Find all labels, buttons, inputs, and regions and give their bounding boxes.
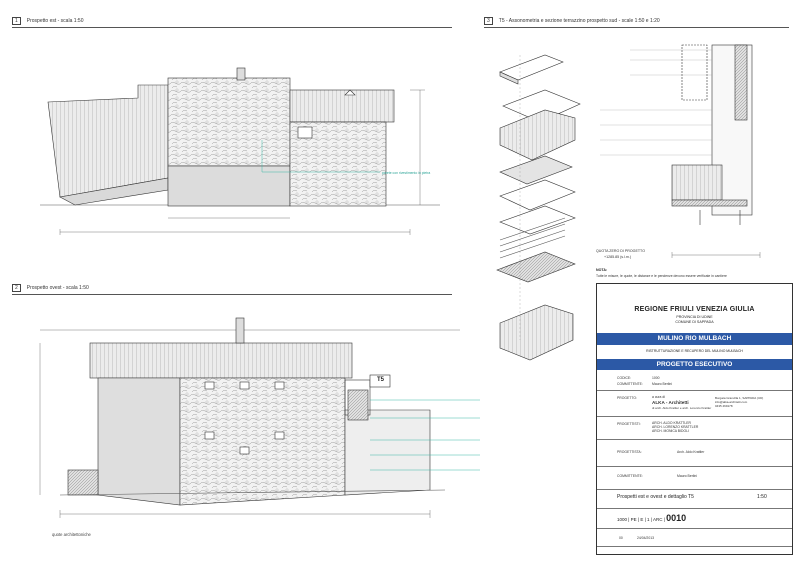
nota-heading: NOTA: <box>596 268 608 272</box>
east-elevation <box>40 68 440 235</box>
quota-value: +1285.85 (s.l.m.) <box>604 255 632 259</box>
divider <box>597 528 792 529</box>
studio-address: Borgata Granvilla 1, SAPPADA (UD) <box>715 396 764 400</box>
east-note: parete con rivestimento in pietra <box>382 171 431 175</box>
t5-section-detail <box>600 45 760 258</box>
section-title: T5 - Assonometria e sezione terrazzino prospetto sud - scale 1:50 e 1:20 <box>498 18 660 24</box>
code-number: 0010 <box>666 513 687 523</box>
divider <box>597 416 792 417</box>
studio-email: info@alka-architetti.com <box>715 400 748 404</box>
quota-label: QUOTA ZERO DI PROGETTO <box>596 249 645 253</box>
progettista-value: Arch. Aldo Krattler <box>677 450 705 454</box>
comune-name: COMUNE DI SAPPADA <box>675 320 714 324</box>
progettista-1: ARCH. ALDO KRATTLER <box>652 421 691 425</box>
divider <box>597 390 792 391</box>
studio-phone: 0435 469178 <box>715 404 733 408</box>
revision-value: 00 <box>619 536 623 540</box>
divider <box>597 546 792 547</box>
section-title: Prospetto est - scala 1:50 <box>26 18 84 24</box>
code-prefix: 1000 | PE | E | 1 | ARC | <box>617 517 665 522</box>
drawing-scale: 1:50 <box>757 494 767 500</box>
studio-a-cura: a cura di <box>652 395 666 399</box>
committente2-label: COMMITTENTE: <box>617 474 643 478</box>
footnote: quote architettoniche <box>52 532 91 537</box>
studio-architects: di arch. Aldo Krattler e arch. Lorenzo Krattler <box>652 406 712 410</box>
project-name-band: MULINO RIO MULBACH <box>597 333 792 345</box>
region-name: REGIONE FRIULI VENEZIA GIULIA <box>634 306 755 313</box>
progettista-3: ARCH. MONICA BIDOLI <box>652 429 689 433</box>
t5-axonometric <box>497 55 580 360</box>
committente-label: COMMITTENTE: <box>617 382 643 386</box>
codice-label: CODICE: <box>617 376 632 380</box>
section-title: Prospetto ovest - scala 1:50 <box>26 285 89 291</box>
divider <box>597 508 792 509</box>
phase-band: PROGETTO ESECUTIVO <box>597 359 792 370</box>
drawing-code <box>617 513 686 523</box>
progetto-label: PROGETTO: <box>617 396 637 400</box>
nota-text: Tutte le misure, le quote, le distanze e le pendenze devono essere verificate in cantiere <box>596 274 727 278</box>
section-number: 1 <box>12 17 21 25</box>
section-number: 3 <box>484 17 493 25</box>
west-elevation <box>40 318 480 518</box>
title-block <box>596 283 793 555</box>
province-name: PROVINCIA DI UDINE <box>676 315 713 319</box>
committente2-value: Mauro Berlini <box>677 474 697 478</box>
divider <box>597 489 792 490</box>
progettisti-label: PROGETTISTI: <box>617 422 641 426</box>
progettista-2: ARCH. LORENZO KRATTLER <box>652 425 699 429</box>
date-value: 24/04/2013 <box>637 536 654 540</box>
progettista-label: PROGETTISTA: <box>617 450 642 454</box>
divider <box>597 466 792 467</box>
drawing-title: Prospetti est e ovest e dettaglio T5 <box>617 494 694 500</box>
codice-value: 1000 <box>652 376 660 380</box>
section-number: 2 <box>12 284 21 292</box>
project-subtitle: RISTRUTTURAZIONE E RECUPERO DEL MULINO MULBACH <box>646 349 743 353</box>
studio-name: ALKA - Architetti <box>652 400 689 405</box>
divider <box>597 439 792 440</box>
t5-tag: T5 <box>377 377 385 383</box>
committente-value: Mauro Berlini <box>652 382 672 386</box>
